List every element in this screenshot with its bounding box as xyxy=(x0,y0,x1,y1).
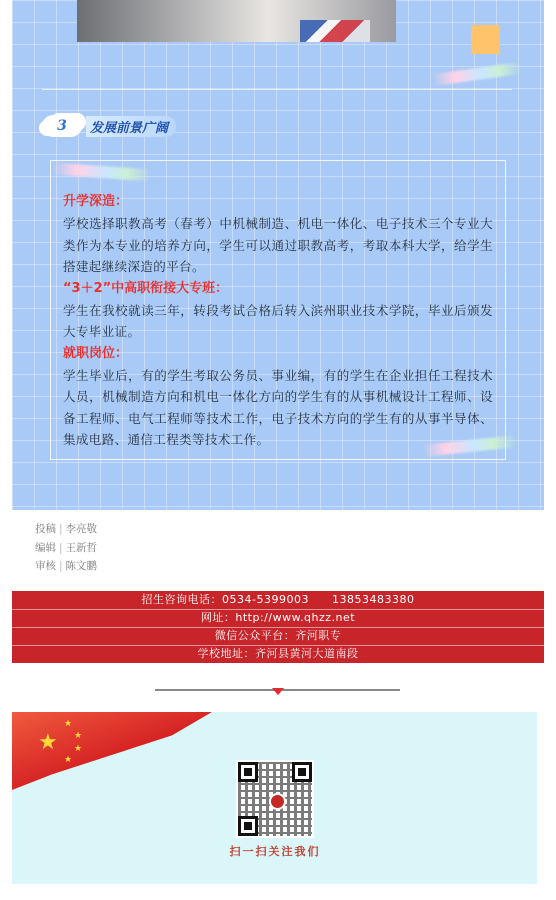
paragraph-job-positions: 学生毕业后，有的学生考取公务员、事业编，有的学生在企业担任工程技术人员，机械制造方向和机电一体化方向的学生有的从事机械设计工程师、设备工程师、电气工程师等技术工作，电子技术方向的学生有的从事半导体、集成电路、通信工程类等技术工作。 xyxy=(63,367,493,447)
star-icon: ★ xyxy=(74,744,83,754)
content-textbox xyxy=(50,160,506,460)
credit-name: 王新哲 xyxy=(65,541,98,554)
heading-job-positions: 就职岗位： xyxy=(63,345,129,361)
credit-separator: | xyxy=(59,523,63,535)
section-title: 发展前景广阔 xyxy=(86,116,176,137)
star-icon: ★ xyxy=(74,731,83,741)
credit-role: 投稿 xyxy=(35,523,56,535)
star-icon: ★ xyxy=(64,719,73,729)
credit-row xyxy=(35,520,97,539)
credit-name: 陈文鹏 xyxy=(65,560,98,572)
star-icon: ★ xyxy=(38,730,58,755)
credits xyxy=(35,520,97,576)
section-heading xyxy=(42,114,176,138)
section-number: 3 xyxy=(57,118,67,134)
qr-finder xyxy=(238,816,258,836)
contact-divider xyxy=(12,645,544,646)
rainbow-streak-decoration xyxy=(432,62,523,86)
orange-square-decoration xyxy=(471,25,500,54)
contact-bar xyxy=(12,591,544,663)
qr-code[interactable] xyxy=(236,760,314,838)
footer-follow-card xyxy=(12,712,537,884)
contact-wechat: 微信公众平台：齐河职专 xyxy=(214,629,342,642)
qr-finder xyxy=(238,762,258,782)
flag-decoration xyxy=(300,20,370,42)
contact-address: 学校地址：齐河县黄河大道南段 xyxy=(197,647,359,660)
down-arrow-icon xyxy=(272,688,284,695)
contact-phone: 招生咨询电话：0534-5399003 13853483380 xyxy=(141,593,415,606)
contact-divider xyxy=(12,627,544,628)
credit-role: 编辑 xyxy=(35,541,56,554)
credit-separator: | xyxy=(59,541,63,554)
credit-name: 李亮敬 xyxy=(65,523,98,535)
heading-3plus2-program: “3＋2”中高职衔接大专班： xyxy=(63,280,229,296)
star-icon: ★ xyxy=(64,755,73,765)
paragraph-3plus2-program: 学生在我校就读三年，转段考试合格后转入滨州职业技术学院，毕业后颁发大专毕业证。 xyxy=(63,302,493,339)
qr-finder xyxy=(292,762,312,782)
credit-role: 审核 xyxy=(35,560,56,572)
contact-website[interactable]: 网址：http://www.qhzz.net xyxy=(200,611,356,624)
activity-photo xyxy=(77,0,396,42)
contact-divider xyxy=(12,609,544,610)
paragraph-further-study: 学校选择职教高考（春考）中机械制造、机电一体化、电子技术三个专业大类作为本专业的培养方向，学生可以通过职教高考，考取本科大学，给学生搭建起继续深造的平台。 xyxy=(63,216,493,274)
divider-line xyxy=(42,89,512,90)
credit-row xyxy=(35,539,97,558)
heading-further-study: 升学深造： xyxy=(63,194,129,209)
content-panel xyxy=(12,0,544,510)
school-logo-icon xyxy=(269,793,286,810)
credit-row xyxy=(35,557,97,576)
follow-us-label: 扫一扫关注我们 xyxy=(229,845,321,858)
credit-separator: | xyxy=(59,560,63,572)
cloud-icon xyxy=(42,115,82,137)
